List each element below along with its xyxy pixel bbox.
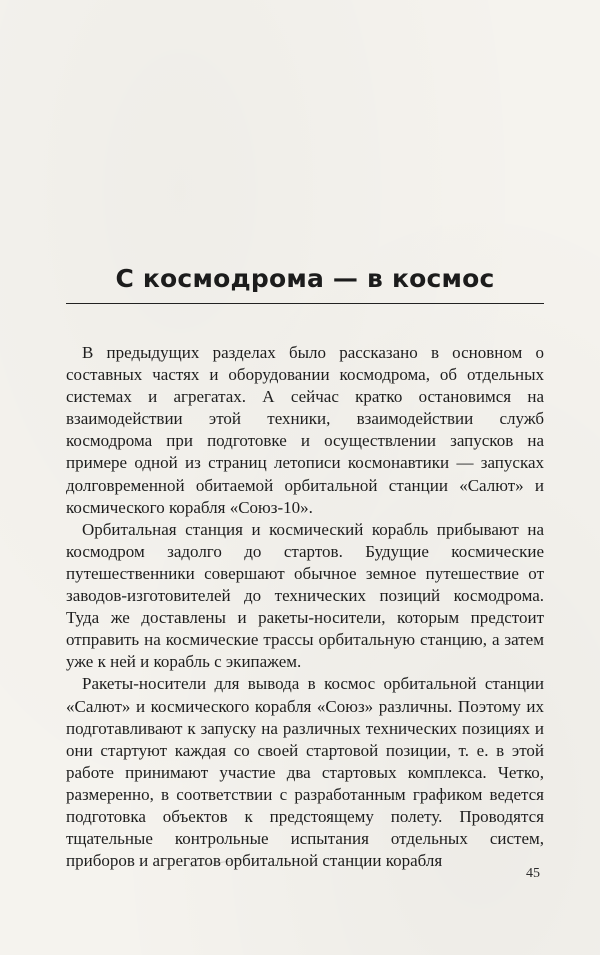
body-text [66, 342, 544, 872]
chapter-title: С космодрома — в космос [115, 264, 495, 293]
paragraph-3: Ракеты-носители для вывода в космос орбитальной станции «Салют» и космического корабля «Союз» различны. Поэтому их подготавливают к запуску на различных технических позициях и они стартуют каждая со своей стартовой позиции, т. е. в этой работе принимают участие два стартовых комплекса. Четко, размеренно, в соответствии с разработанным графиком ведется подготовка объектов к предстоящему полету. Проводятся тщательные контрольные испытания отдельных систем, приборов и агрегатов орбитальной станции корабля [66, 674, 544, 871]
title-rule [66, 303, 544, 304]
page-number: 45 [526, 866, 540, 881]
paragraph-2: Орбитальная станция и космический корабль прибывают на космодром задолго до стартов. Будущие космические путешественники совершают обычное земное путешествие от заводов-изготовителей до технических позиций космодрома. Туда же доставлены и ракеты-носители, которым предстоит отправить на космические трассы орбитальную станцию, а затем уже к ней и корабль с экипажем. [66, 519, 544, 672]
paragraph-1: В предыдущих разделах было рассказано в основном о составных частях и оборудовании космодрома, об отдельных системах и агрегатах. А сейчас кратко остановимся на взаимодействии этой техники, взаимодействии служб космодрома при подготовке и осуществлении запусков на примере одной из страниц летописи космонавтики — запусках долговременной обитаемой орбитальной станции «Салют» и космического корабля «Союз-10». [66, 343, 544, 517]
